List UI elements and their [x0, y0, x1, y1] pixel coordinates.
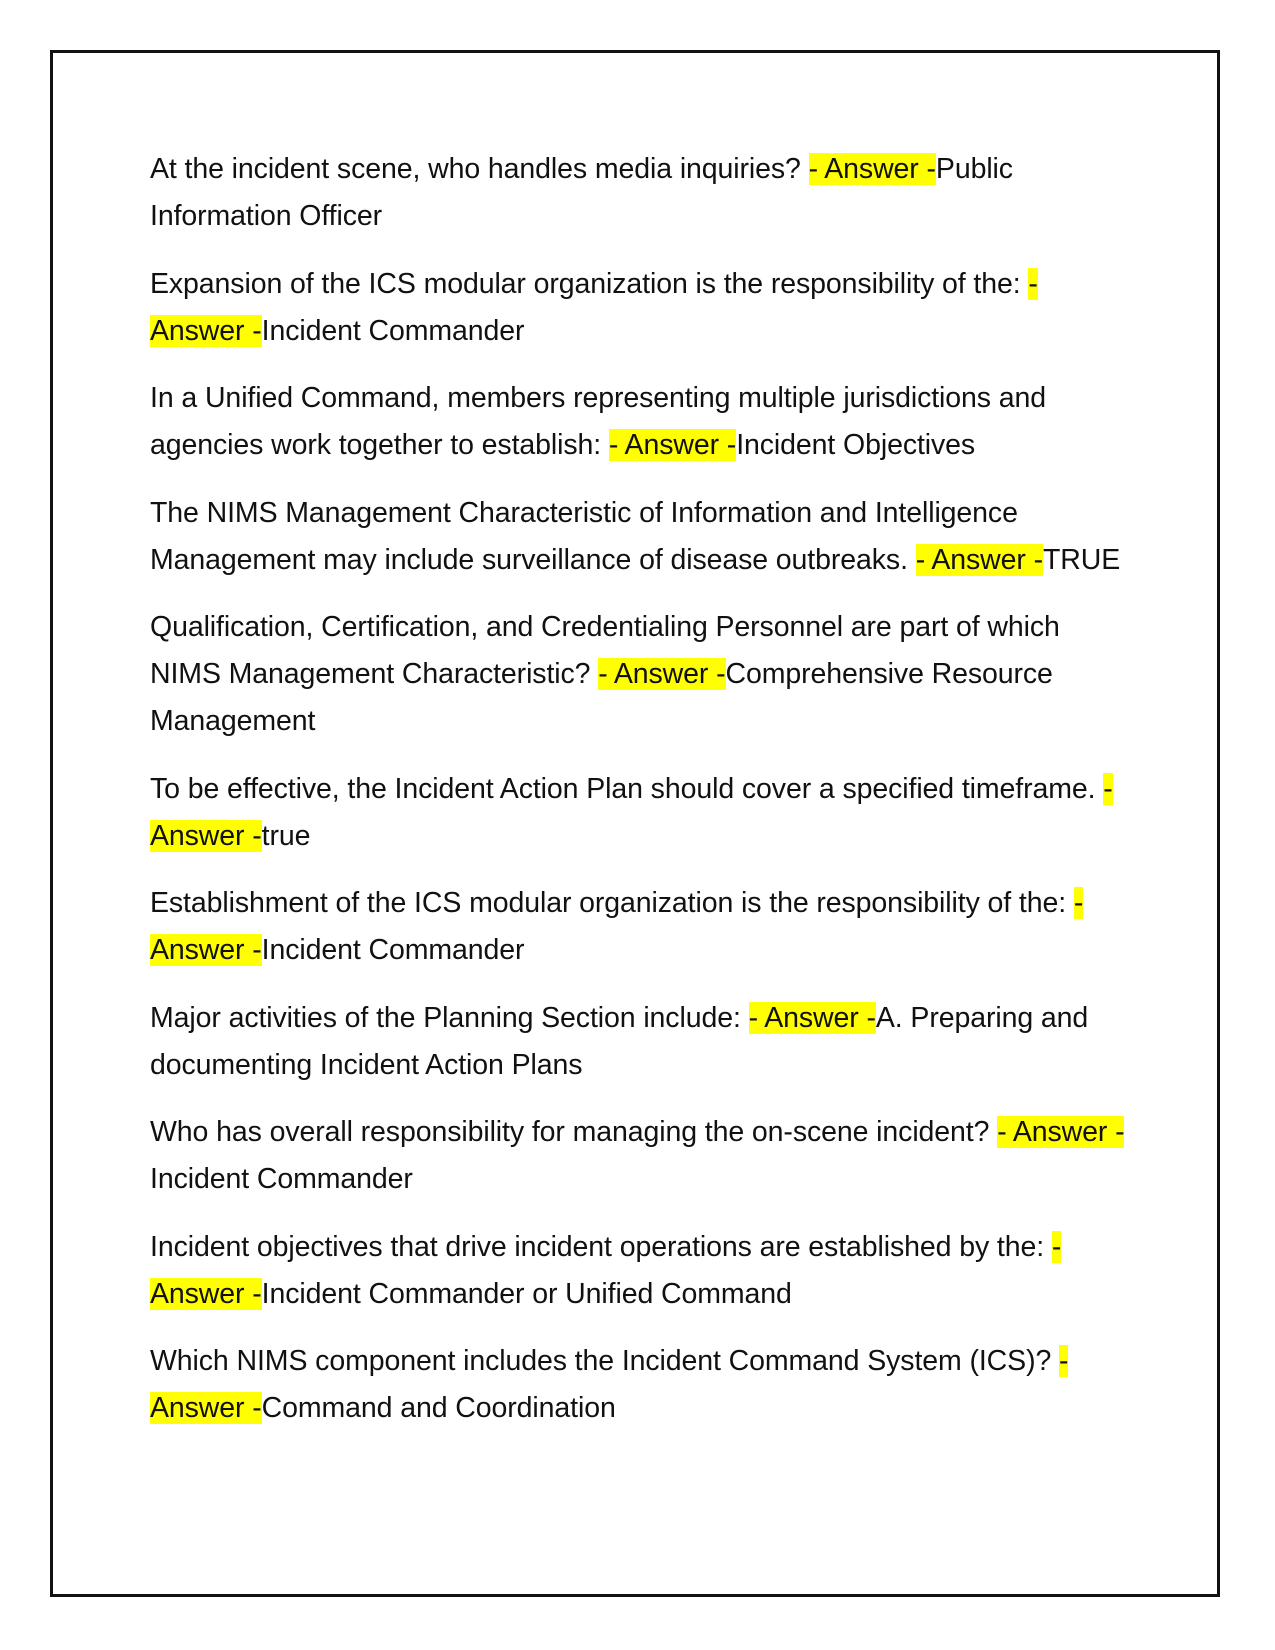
answer-marker: - Answer -	[150, 1230, 1062, 1310]
question-text: Incident objectives that drive incident operations are established by the:	[150, 1230, 1052, 1263]
answer-text: Command and Coordination	[261, 1392, 616, 1424]
answer-marker: - Answer -	[915, 543, 1043, 576]
qa-item	[150, 1338, 1135, 1432]
question-text: At the incident scene, who handles media inquiries?	[150, 153, 809, 185]
question-text: The NIMS Management Characteristic of Information and Intelligence Management may include surveillance of disease outbreaks.	[150, 496, 1018, 576]
question-text: To be effective, the Incident Action Plan should cover a specified timeframe.	[150, 772, 1104, 805]
qa-item	[150, 375, 1135, 469]
answer-text: Comprehensive Resource Management	[150, 658, 1053, 737]
answer-marker: - Answer -	[808, 153, 936, 185]
answer-text: Public Information Officer	[150, 153, 1013, 232]
question-text: Establishment of the ICS modular organization is the responsibility of the:	[150, 887, 1074, 919]
question-text: In a Unified Command, members representing multiple jurisdictions and agencies work together to establish:	[150, 382, 1047, 461]
qa-item	[150, 490, 1135, 584]
qa-item	[150, 146, 1135, 240]
answer-text: Incident Commander or Unified Command	[261, 1277, 792, 1310]
question-text: Major activities of the Planning Section include:	[150, 1001, 749, 1034]
question-text: Expansion of the ICS modular organization is the responsibility of the:	[150, 267, 1029, 300]
question-text: Which NIMS component includes the Incident Command System (ICS)?	[150, 1345, 1060, 1377]
answer-text: true	[261, 819, 311, 852]
answer-marker: - Answer -	[150, 887, 1084, 966]
qa-item	[150, 766, 1135, 860]
answer-marker: - Answer -	[150, 267, 1038, 347]
answer-text: TRUE	[1043, 543, 1121, 576]
qa-item	[150, 995, 1135, 1089]
answer-marker: - Answer -	[608, 429, 737, 461]
question-text: Who has overall responsibility for managing the on-scene incident?	[150, 1116, 998, 1148]
qa-item	[150, 261, 1135, 355]
answer-text: Incident Commander	[150, 1163, 413, 1195]
qa-item	[150, 1224, 1135, 1318]
question-text: Qualification, Certification, and Credentialing Personnel are part of which NIMS Management Characteristic?	[150, 611, 1060, 690]
qa-item	[150, 1109, 1135, 1203]
answer-marker: - Answer -	[997, 1116, 1125, 1148]
answer-text: Incident Objectives	[736, 429, 976, 461]
qa-item	[150, 604, 1135, 745]
answer-text: A. Preparing and documenting Incident Action Plans	[150, 1001, 1089, 1081]
qa-list	[150, 146, 1135, 1453]
answer-marker: - Answer -	[150, 772, 1113, 852]
answer-text: Incident Commander	[261, 934, 525, 966]
answer-marker: - Answer -	[598, 658, 726, 690]
qa-item	[150, 880, 1135, 974]
answer-marker: - Answer -	[748, 1001, 876, 1034]
answer-text: Incident Commander	[261, 314, 525, 347]
answer-marker: - Answer -	[150, 1345, 1069, 1424]
